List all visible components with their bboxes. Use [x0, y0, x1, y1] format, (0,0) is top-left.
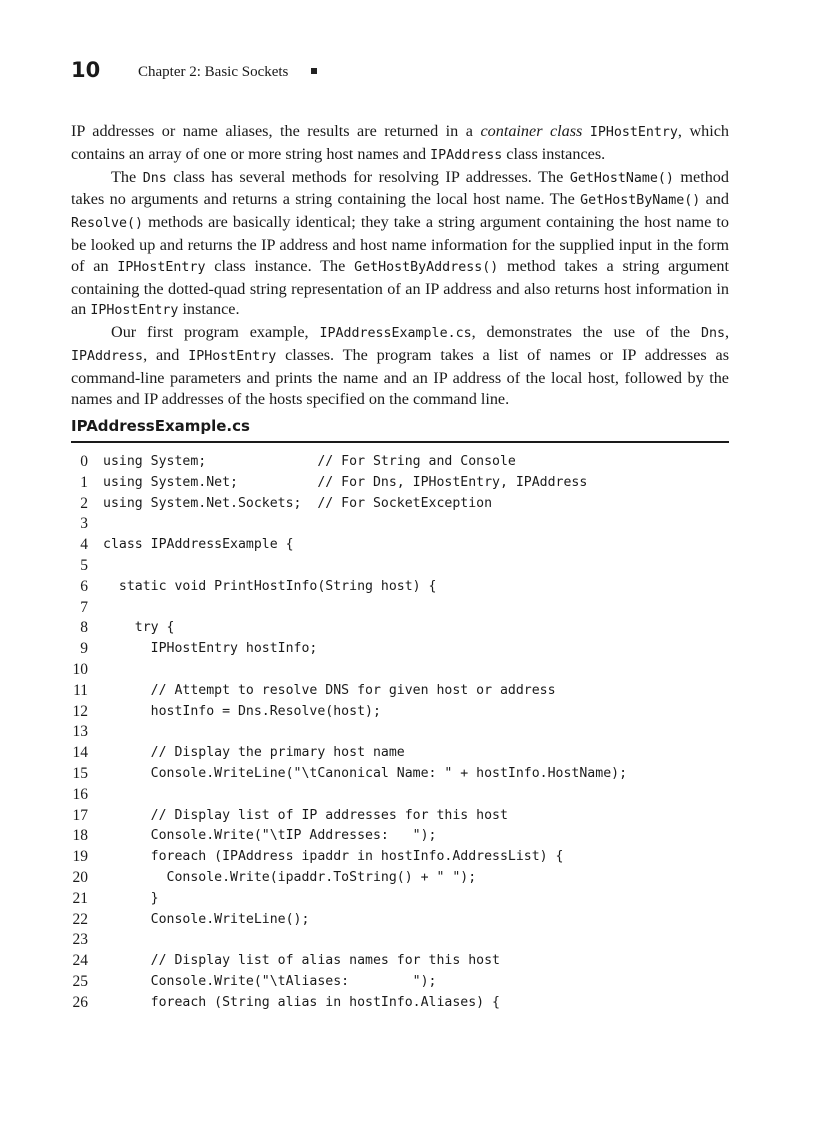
code-line	[71, 806, 751, 827]
inline-code: IPHostEntry	[188, 348, 277, 364]
code-text: // Display list of alias names for this host	[103, 953, 500, 969]
line-number: 18	[72, 827, 88, 845]
inline-code: IPAddress	[71, 348, 144, 364]
line-number: 26	[72, 993, 88, 1011]
code-line	[71, 972, 751, 993]
paragraph-text: classes. The program takes a list of names or IP addresses as command-line parameters and prints the name and an IP address of the local host, followed by the names and IP addresses of the hosts specified on the command line.	[71, 345, 730, 408]
line-number: 3	[80, 515, 88, 533]
line-number: 4	[80, 536, 88, 554]
paragraph-text	[582, 122, 590, 140]
line-number: 6	[80, 577, 88, 595]
code-line	[71, 785, 751, 806]
code-line	[71, 494, 751, 515]
emphasis-text: container class	[480, 122, 583, 140]
code-line	[71, 743, 751, 764]
line-number: 5	[80, 556, 88, 574]
paragraph-text: ,	[724, 323, 730, 342]
code-line	[71, 702, 751, 723]
line-number: 8	[80, 619, 88, 637]
code-line	[71, 910, 751, 931]
code-line	[71, 577, 751, 598]
paragraph-text: method takes no arguments and returns a string containing the local host name. The	[71, 167, 729, 209]
code-line	[71, 930, 751, 951]
line-number: 2	[80, 494, 88, 512]
code-text: Console.Write("\tAliases: ");	[103, 973, 437, 989]
inline-code: Resolve()	[71, 216, 144, 232]
paragraph-text: , demonstrates the use of the	[471, 323, 701, 342]
paragraph-text: , which contains an array of one or more string host names and	[71, 122, 730, 163]
code-line	[71, 514, 751, 535]
code-text: // Display the primary host name	[103, 745, 405, 761]
code-line	[71, 826, 751, 847]
code-line	[71, 868, 751, 889]
line-number: 11	[73, 681, 88, 699]
code-line	[71, 681, 751, 702]
page-number: 10	[71, 58, 101, 82]
code-line	[71, 722, 751, 743]
paragraph-text: method takes a string argument containing the dotted-quad string representation of an IP address and also returns host information in an	[71, 256, 729, 319]
paragraph-text: The	[111, 167, 143, 186]
inline-code: IPHostEntry	[90, 303, 179, 319]
line-number: 25	[72, 972, 88, 990]
paragraph-text: class instances.	[502, 144, 606, 163]
code-line	[71, 764, 751, 785]
code-line	[71, 598, 751, 619]
code-line	[71, 889, 751, 910]
paragraph	[71, 121, 729, 167]
line-number: 15	[72, 764, 88, 782]
line-number: 21	[72, 889, 88, 907]
code-text: static void PrintHostInfo(String host) {	[103, 578, 437, 594]
body-text	[71, 121, 729, 409]
code-line	[71, 951, 751, 972]
paragraph-text: and	[700, 190, 729, 209]
code-text: // Display list of IP addresses for this host	[103, 807, 508, 823]
code-line	[71, 639, 751, 660]
listing-title: IPAddressExample.cs	[71, 417, 250, 435]
paragraph-text: class instance. The	[205, 256, 355, 275]
line-number: 20	[72, 868, 88, 886]
code-text: foreach (String alias in hostInfo.Aliases) {	[103, 994, 500, 1010]
paragraph-text: IP addresses or name aliases, the results are returned in a	[71, 122, 481, 140]
code-text: }	[103, 890, 159, 906]
code-line	[71, 556, 751, 577]
line-number: 7	[80, 598, 88, 616]
code-text: Console.WriteLine("\tCanonical Name: " + hostInfo.HostName);	[103, 765, 628, 781]
inline-code: IPAddress	[430, 147, 503, 163]
paragraph-text: class has several methods for resolving IP addresses. The	[166, 167, 570, 186]
paragraph	[71, 167, 729, 323]
code-listing	[71, 452, 751, 1014]
code-text: class IPAddressExample {	[103, 537, 294, 553]
inline-code: IPAddressExample.cs	[319, 326, 472, 342]
code-text: using System.Net.Sockets; // For SocketException	[103, 495, 493, 511]
line-number: 9	[80, 640, 88, 658]
paragraph	[71, 322, 729, 409]
code-text: // Attempt to resolve DNS for given host or address	[103, 682, 556, 698]
line-number: 12	[72, 702, 88, 720]
code-text: Console.Write(ipaddr.ToString() + " ");	[103, 869, 477, 885]
line-number: 10	[72, 660, 88, 678]
code-line	[71, 473, 751, 494]
code-text: foreach (IPAddress ipaddr in hostInfo.AddressList) {	[103, 849, 564, 865]
line-number: 24	[72, 952, 88, 970]
line-number: 13	[72, 723, 88, 741]
inline-code: GetHostByAddress()	[354, 259, 499, 275]
code-text: Console.Write("\tIP Addresses: ");	[103, 828, 437, 844]
paragraph-text: Our first program example,	[111, 323, 320, 342]
inline-code: IPHostEntry	[589, 125, 678, 140]
line-number: 19	[72, 848, 88, 866]
line-number: 1	[80, 473, 88, 491]
line-number: 23	[72, 931, 88, 949]
code-text: try {	[103, 620, 175, 636]
line-number: 22	[72, 910, 88, 928]
code-line	[71, 660, 751, 681]
square-bullet-icon	[311, 68, 317, 74]
code-line	[71, 618, 751, 639]
line-number: 16	[72, 785, 88, 803]
inline-code: Dns	[700, 326, 725, 342]
code-line	[71, 847, 751, 868]
inline-code: GetHostByName()	[580, 193, 701, 209]
code-text: Console.WriteLine();	[103, 911, 310, 927]
code-text: IPHostEntry hostInfo;	[103, 641, 318, 657]
code-line	[71, 452, 751, 473]
paragraph-text: instance.	[178, 300, 240, 319]
inline-code: IPHostEntry	[117, 259, 206, 275]
line-number: 14	[72, 744, 88, 762]
code-line	[71, 535, 751, 556]
listing-rule	[71, 441, 729, 443]
code-text: using System.Net; // For Dns, IPHostEntry, IPAddress	[103, 474, 588, 490]
code-text: hostInfo = Dns.Resolve(host);	[103, 703, 381, 719]
inline-code: Dns	[142, 170, 167, 186]
line-number: 0	[80, 453, 88, 470]
inline-code: GetHostName()	[569, 170, 674, 186]
code-line	[71, 993, 751, 1014]
paragraph-text: , and	[143, 345, 189, 364]
code-text: using System; // For String and Console	[103, 454, 516, 469]
chapter-title: Chapter 2: Basic Sockets	[138, 64, 289, 80]
line-number: 17	[72, 806, 88, 824]
paragraph-text: methods are basically identical; they take a string argument containing the host name to be looked up and returns the IP address and host name information for the supplied input in the form of an	[71, 213, 729, 275]
